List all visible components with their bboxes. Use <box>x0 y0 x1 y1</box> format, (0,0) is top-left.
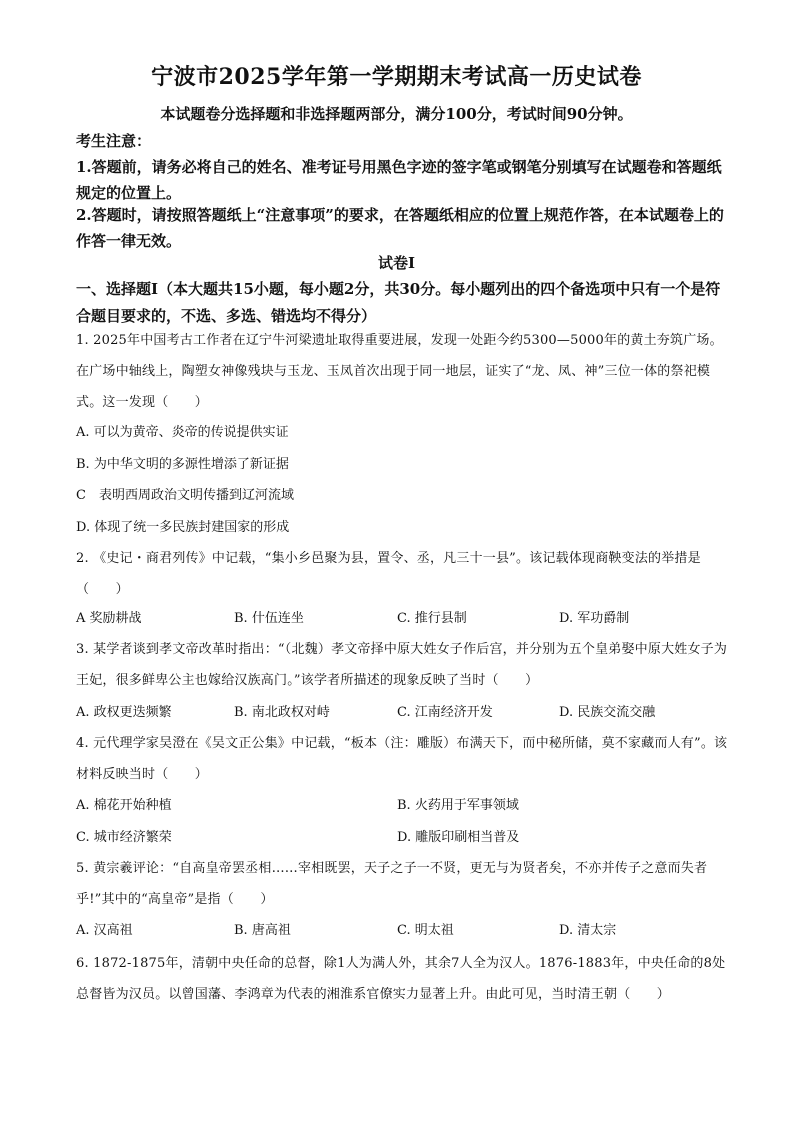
notice-item-2: 2.答题时，请按照答题纸上“注意事项”的要求，在答题纸相应的位置上规范作答，在本试题卷上的作答一律无效。 <box>76 206 724 250</box>
question-5-option-c: C. 明太祖 <box>397 923 454 938</box>
question-3-option-a: A. 政权更迭频繁 <box>76 705 172 720</box>
exam-subtitle: 本试题卷分选择题和非选择题两部分，满分100分，考试时间90分钟。 <box>160 105 633 123</box>
question-5-option-b: B. 唐高祖 <box>234 923 291 938</box>
question-3-stem: 3. 某学者谈到孝文帝改革时指出：“（北魏）孝文帝择中原大姓女子作后宫，并分别为五个皇弟娶中原大姓女子为王妃，很多鲜卑公主也嫁给汉族高门。”该学者所描述的现象反映了当时（ ） <box>76 642 728 688</box>
question-1-option-b: B. 为中华文明的多源性增添了新证据 <box>76 457 289 472</box>
question-4-option-c: C. 城市经济繁荣 <box>76 830 172 845</box>
notice-item-1: 1.答题前，请务必将自己的姓名、准考证号用黑色字迹的签字笔或钢笔分别填写在试题卷和答题纸规定的位置上。 <box>76 158 722 202</box>
question-5-option-a: A. 汉高祖 <box>76 923 133 938</box>
question-2-option-a: A 奖励耕战 <box>76 611 142 626</box>
question-4-option-d: D. 雕版印刷相当普及 <box>397 830 520 845</box>
question-3-option-b: B. 南北政权对峙 <box>234 705 330 720</box>
question-4-stem: 4. 元代理学家吴澄在《吴文正公集》中记载，“板本（注：雕版）布满天下，而中秘所储，莫不家藏而人有”。该材料反映当时（ ） <box>76 736 728 782</box>
question-6-stem: 6. 1872-1875年，清朝中央任命的总督，除1人为满人外，其余7人全为汉人。1876-1883年，中央任命的8处总督皆为汉员。以曾国藩、李鸿章为代表的湘淮系官僚实力显著上升。由此可见，当时清王朝（ ） <box>76 956 726 1002</box>
question-2-option-b: B. 什伍连坐 <box>234 611 304 626</box>
question-1-option-d: D. 体现了统一多民族封建国家的形成 <box>76 520 290 535</box>
question-2-option-c: C. 推行县制 <box>397 611 467 626</box>
question-3-option-d: D. 民族交流交融 <box>559 705 656 720</box>
part-title: 试卷Ⅰ <box>377 254 416 272</box>
question-4-option-b: B. 火药用于军事领域 <box>397 798 519 813</box>
question-4-option-a: A. 棉花开始种植 <box>76 798 172 813</box>
question-1-stem: 1. 2025年中国考古工作者在辽宁牛河梁遗址取得重要进展，发现一处距今约5300—5000年的黄土夯筑广场。在广场中轴线上，陶塑女神像残块与玉龙、玉凤首次出现于同一地层，证实了“龙、凤、神”三位一体的祭祀模式。这一发现（ ） <box>76 333 723 410</box>
question-2-stem: 2. 《史记・商君列传》中记载，“集小乡邑聚为县，置令、丞，凡三十一县”。该记载体现商鞅变法的举措是（ ） <box>76 551 701 597</box>
question-2-option-d: D. 军功爵制 <box>559 611 630 626</box>
question-5-option-d: D. 清太宗 <box>559 923 617 938</box>
exam-title: 宁波市2025学年第一学期期末考试高一历史试卷 <box>151 64 642 90</box>
notice-heading: 考生注意： <box>76 132 152 150</box>
section-title: 一、选择题Ⅰ（本大题共15小题，每小题2分，共30分。每小题列出的四个备选项中只有一个是符合题目要求的，不选、多选、错选均不得分） <box>76 280 721 325</box>
question-1-option-a: A. 可以为黄帝、炎帝的传说提供实证 <box>76 425 289 440</box>
question-1-option-c: C 表明西周政治文明传播到辽河流域 <box>76 488 294 503</box>
question-5-stem: 5. 黄宗羲评论：“自高皇帝罢丞相……宰相既罢，天子之子一不贤，更无与为贤者矣，不亦并传子之意而失者乎!”其中的“高皇帝”是指（ ） <box>76 861 708 907</box>
question-3-option-c: C. 江南经济开发 <box>397 705 493 720</box>
